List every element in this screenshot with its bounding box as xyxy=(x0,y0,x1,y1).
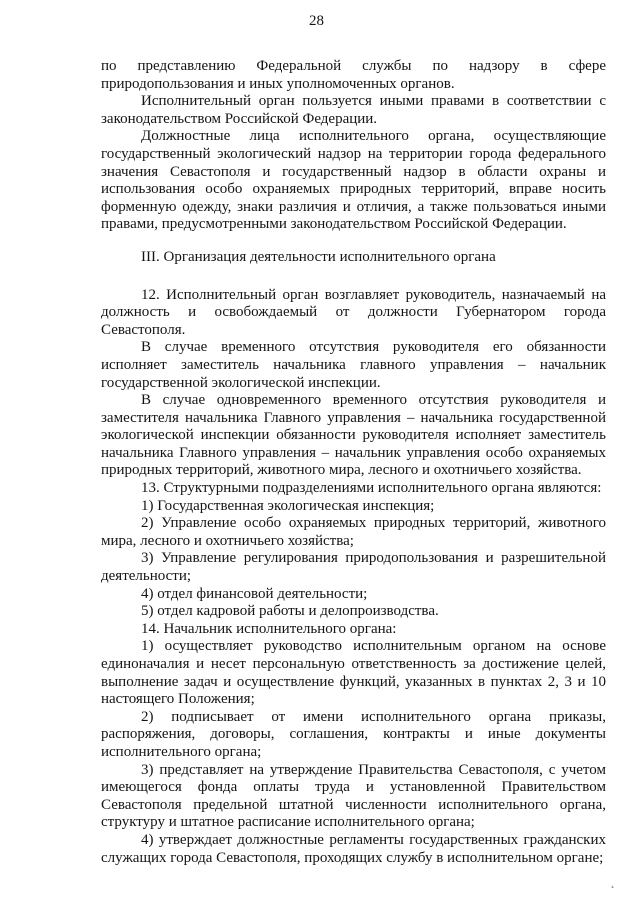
document-body xyxy=(101,58,606,867)
paragraph: 14. Начальник исполнительного органа: xyxy=(141,620,397,637)
section-heading: III. Организация деятельности исполнительного органа xyxy=(141,248,496,265)
scan-mark: ˛ xyxy=(611,877,615,889)
list-item: 4) утверждает должностные регламенты государственных гражданских служащих города Севастополя, проходящих службу в исполнительном органе; xyxy=(101,831,606,866)
paragraph: 13. Структурными подразделениями исполнительного органа являются: xyxy=(141,480,602,497)
paragraph: по представлению Федеральной службы по надзору в сфере природопользования и иных уполномоченных органов. xyxy=(101,58,606,92)
list-item: 1) осуществляет руководство исполнительным органом на основе единоначалия и несет персональную ответственность за достижение целей, выполнение задач и осуществление функций, указанных в пунктах 2, 3 и 10 настоящего Положения; xyxy=(101,638,606,708)
paragraph: Исполнительный орган пользуется иными правами в соответствии с законодательством Российской Федерации. xyxy=(101,93,606,127)
paragraph: 12. Исполнительный орган возглавляет руководитель, назначаемый на должность и освобождаемый от должности Губернатором города Севастополя. xyxy=(101,286,606,338)
paragraph: В случае временного отсутствия руководителя его обязанности исполняет заместитель начальника главного управления – начальник государственной экологической инспекции. xyxy=(101,339,606,391)
paragraph: В случае одновременного временного отсутствия руководителя и заместителя начальника Главного управления – начальника государственной экологической инспекции обязанности руководителя исполняет заместитель начальника Главного управления – начальник управления особо охраняемых природных территорий, животного мира, лесного и охотничьего хозяйства. xyxy=(101,392,606,479)
list-item: 2) подписывает от имени исполнительного органа приказы, распоряжения, договоры, соглашения, контракты и иные документы исполнительного органа; xyxy=(101,708,606,760)
paragraph: Должностные лица исполнительного органа, осуществляющие государственный экологический надзор на территории города федерального значения Севастополя и государственный надзор в области охраны и использования особо охраняемых природных территорий, вправе носить форменную одежду, знаки различия и отличия, а также пользоваться иными правами, предусмотренными законодательством Российской Федерации. xyxy=(101,128,606,233)
list-item: 2) Управление особо охраняемых природных территорий, животного мира, лесного и охотничьего хозяйства; xyxy=(101,515,606,549)
page-number: 28 xyxy=(309,13,324,29)
list-item: 3) Управление регулирования природопользования и разрешительной деятельности; xyxy=(101,550,606,585)
list-item: 4) отдел финансовой деятельности; xyxy=(141,585,368,602)
list-item: 3) представляет на утверждение Правительства Севастополя, с учетом имеющегося фонда оплаты труда и установленной Правительством Севастополя предельной штатной численности исполнительного органа, структуру и штатное расписание исполнительного органа; xyxy=(101,761,606,831)
list-item: 1) Государственная экологическая инспекция; xyxy=(141,497,435,514)
list-item: 5) отдел кадровой работы и делопроизводства. xyxy=(141,603,439,620)
